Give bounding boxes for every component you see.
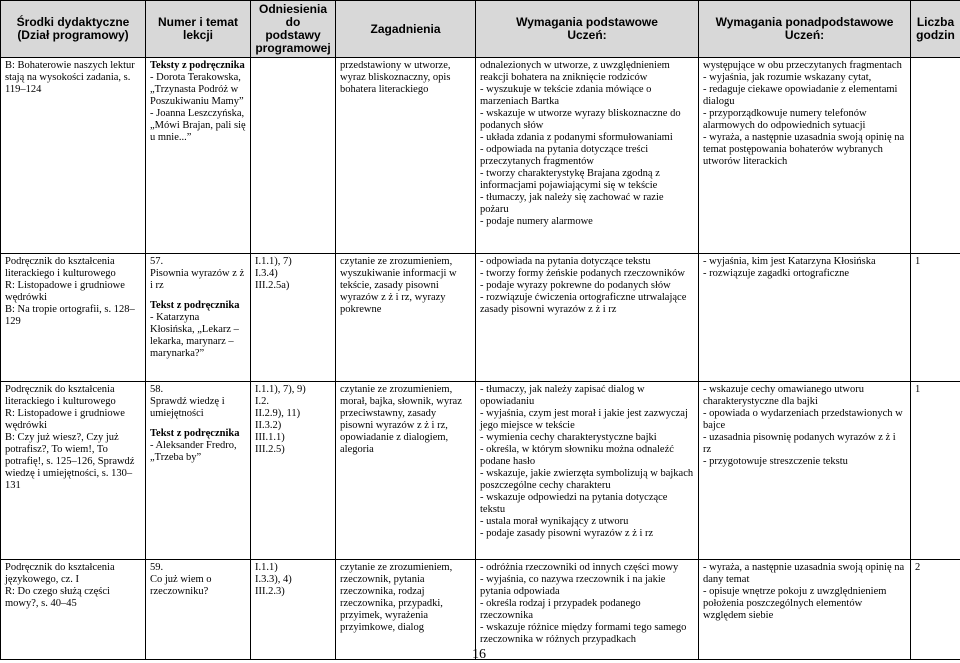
header-advanced-requirements: Wymagania ponadpodstawowe Uczeń: xyxy=(699,1,911,58)
hours-cell: 1 xyxy=(911,382,960,560)
lesson-cell: Teksty z podręcznika - Dorota Terakowska, „Trzynasta Podróż w Poszukiwaniu Mamy” - Joanna Leszczyńska, „Mówi Brajan, pali się u mnie...” xyxy=(146,58,251,254)
resources-cell: B: Bohaterowie naszych lektur stają na wysokości zadania, s. 119–124 xyxy=(1,58,146,254)
advanced-requirements-cell: występujące w obu przeczytanych fragmentach - wyjaśnia, jak rozumie wskazany cytat, - redaguje ciekawe opowiadanie z elementami dialogu - przyporządkowuje numery telefonów alarmowych do odpowiednich sytuacji - wyraża, a następnie uzasadnia swoją opinię na temat postępowania bohaterów wybranych utworów literackich xyxy=(699,58,911,254)
references-cell: I.1.1), 7), 9) I.2. II.2.9), 11) II.3.2) III.1.1) III.2.5) xyxy=(251,382,336,560)
topics-cell: czytanie ze zrozumieniem, rzeczownik, pytania rzeczownika, rodzaj rzeczownika, przypadki, przyimek, wyrażenia przyimkowe, dialog xyxy=(336,560,476,660)
header-references: Odniesienia do podstawy programowej xyxy=(251,1,336,58)
hours-cell xyxy=(911,58,960,254)
hours-cell: 2 xyxy=(911,560,960,660)
lesson-cell: 59. Co już wiem o rzeczowniku? xyxy=(146,560,251,660)
references-cell xyxy=(251,58,336,254)
resources-cell: Podręcznik do kształcenia literackiego i kulturowego R: Listopadowe i grudniowe wędrówki B: Czy już wiesz?, Czy już potrafisz?, To wiem!, To potrafię!, s. 125–126, Sprawdź wiedzę i umiejętności, s. 130–131 xyxy=(1,382,146,560)
table-row xyxy=(1,382,960,560)
hours-cell: 1 xyxy=(911,254,960,382)
header-basic-requirements: Wymagania podstawowe Uczeń: xyxy=(476,1,699,58)
page-number: 16 xyxy=(472,647,486,662)
topics-cell: czytanie ze zrozumieniem, wyszukiwanie informacji w tekście, zasady pisowni wyrazów z ż i rz, wyrazy pokrewne xyxy=(336,254,476,382)
header-topics: Zagadnienia xyxy=(336,1,476,58)
references-cell: I.1.1), 7) I.3.4) III.2.5a) xyxy=(251,254,336,382)
header-resources: Środki dydaktyczne (Dział programowy) xyxy=(1,1,146,58)
resources-cell: Podręcznik do kształcenia językowego, cz. I R: Do czego służą części mowy?, s. 40–45 xyxy=(1,560,146,660)
advanced-requirements-cell: - wyjaśnia, kim jest Katarzyna Kłosińska - rozwiązuje zagadki ortograficzne xyxy=(699,254,911,382)
basic-requirements-cell: - odpowiada na pytania dotyczące tekstu - tworzy formy żeńskie podanych rzeczowników - podaje wyrazy pokrewne do podanych słów - rozwiązuje ćwiczenia ortograficzne utrwalające zasady pisowni wyrazów z ż i rz xyxy=(476,254,699,382)
advanced-requirements-cell: - wskazuje cechy omawianego utworu charakterystyczne dla bajki - opowiada o wydarzeniach przedstawionych w bajce - uzasadnia pisownię podanych wyrazów z ż i rz - przygotowuje streszczenie tekstu xyxy=(699,382,911,560)
resources-cell: Podręcznik do kształcenia literackiego i kulturowego R: Listopadowe i grudniowe wędrówki B: Na tropie ortografii, s. 128–129 xyxy=(1,254,146,382)
lesson-cell: 58. Sprawdź wiedzę i umiejętności Tekst z podręcznika - Aleksander Fredro, „Trzeba by” xyxy=(146,382,251,560)
basic-requirements-cell: odnalezionych w utworze, z uwzględnieniem reakcji bohatera na zniknięcie rodziców - wyszukuje w tekście zdania mówiące o marzeniach Bartka - wskazuje w utworze wyrazy bliskoznaczne do podanych słów - układa zdania z podanymi sformułowaniami - odpowiada na pytania dotyczące treści przeczytanych fragmentów - tworzy charakterystykę Brajana zgodną z informacjami pojawiającymi się w tekście - tłumaczy, jak należy się zachować w razie pożaru - podaje numery alarmowe xyxy=(476,58,699,254)
advanced-requirements-cell: - wyraża, a następnie uzasadnia swoją opinię na dany temat - opisuje wnętrze pokoju z uwzględnieniem położenia poszczególnych elementów względem siebie xyxy=(699,560,911,660)
topics-cell: czytanie ze zrozumieniem, morał, bajka, słownik, wyraz przeciwstawny, zasady pisowni wyrazów z ż i rz, opowiadanie z dialogiem, alegoria xyxy=(336,382,476,560)
table-row xyxy=(1,254,960,382)
basic-requirements-cell: - odróżnia rzeczowniki od innych części mowy - wyjaśnia, co nazywa rzeczownik i na jakie pytania odpowiada - określa rodzaj i przypadek podanego rzeczownika - wskazuje różnice między formami tego samego rzeczownika w różnych przypadkach xyxy=(476,560,699,660)
header-row xyxy=(1,1,960,58)
basic-requirements-cell: - tłumaczy, jak należy zapisać dialog w opowiadaniu - wyjaśnia, czym jest morał i jakie jest zazwyczaj jego miejsce w tekście - wymienia cechy charakterystyczne bajki - określa, w którym słowniku można odnaleźć podane hasło - wskazuje, jakie zwierzęta symbolizują w bajkach poszczególne cechy charakteru - wskazuje odpowiedzi na pytania dotyczące tekstu - ustala morał wynikający z utworu - podaje zasady pisowni wyrazów z ż i rz xyxy=(476,382,699,560)
header-hours: Liczba godzin xyxy=(911,1,960,58)
lesson-cell: 57. Pisownia wyrazów z ż i rz Tekst z podręcznika - Katarzyna Kłosińska, „Lekarz – lekarka, marynarz – marynarka?” xyxy=(146,254,251,382)
table-row xyxy=(1,58,960,254)
references-cell: I.1.1) I.3.3), 4) III.2.3) xyxy=(251,560,336,660)
topics-cell: przedstawiony w utworze, wyraz bliskoznaczny, opis bohatera literackiego xyxy=(336,58,476,254)
header-lesson: Numer i temat lekcji xyxy=(146,1,251,58)
table-row xyxy=(1,560,960,660)
